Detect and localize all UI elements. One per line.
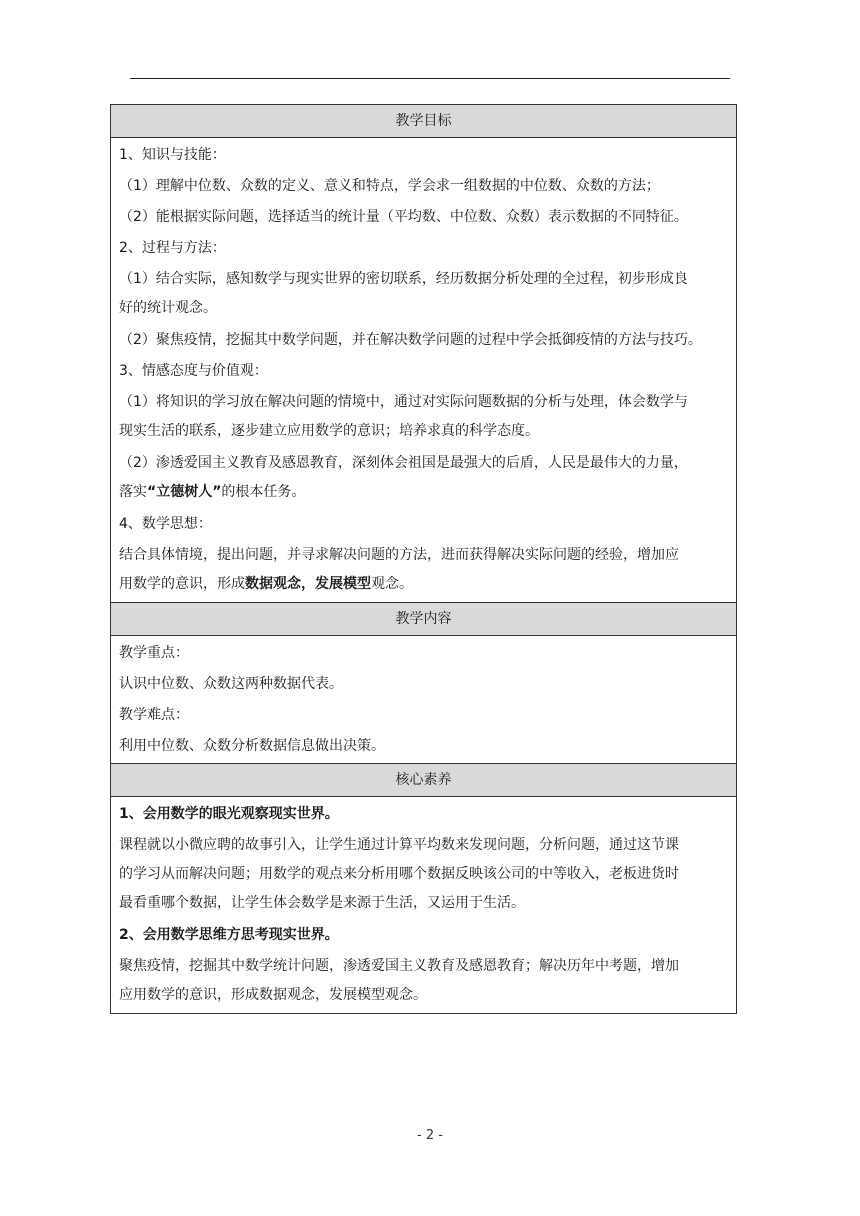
literacy-heading: 核心素养 — [111, 764, 737, 797]
objectives-text: （2）渗透爱国主义教育及感恩教育，深刻体会祖国是最强大的后盾，人民是最伟大的力量， — [119, 455, 688, 471]
header-rule — [130, 78, 730, 79]
objectives-line: （2）聚焦疫情，挖掘其中数学问题，并在解决数学问题的过程中学会抵御疫情的方法与技巧。 — [119, 332, 702, 348]
content-line: 教学难点： — [119, 707, 189, 723]
lesson-plan-table — [110, 104, 737, 1014]
literacy-subheading: 2、会用数学思维方思考现实世界。 — [119, 927, 339, 943]
content-body — [111, 636, 737, 764]
objectives-line: 4、数学思想： — [119, 516, 212, 532]
literacy-text: 最看重哪个数据，让学生体会数学是来源于生活，又运用于生活。 — [119, 895, 525, 911]
objectives-line: 3、情感态度与价值观： — [119, 363, 268, 379]
objectives-text: 现实生活的联系，逐步建立应用数学的意识；培养求真的科学态度。 — [119, 423, 539, 439]
literacy-text: 应用数学的意识，形成数据观念，发展模型观念。 — [119, 987, 427, 1003]
objectives-text: 用数学的意识，形成 — [119, 576, 245, 592]
objectives-line: （1）理解中位数、众数的定义、意义和特点，学会求一组数据的中位数、众数的方法； — [119, 178, 660, 194]
literacy-text: 课程就以小微应聘的故事引入，让学生通过计算平均数来发现问题，分析问题，通过这节课 — [119, 837, 679, 853]
content-heading: 教学内容 — [111, 603, 737, 636]
objectives-paragraph — [119, 265, 728, 323]
literacy-paragraph — [119, 831, 728, 918]
literacy-body — [111, 797, 737, 1014]
objectives-emphasis: “立德树人” — [147, 484, 222, 500]
objectives-line: （2）能根据实际问题，选择适当的统计量（平均数、中位数、众数）表示数据的不同特征。 — [119, 209, 688, 225]
content-line: 认识中位数、众数这两种数据代表。 — [119, 676, 343, 692]
objectives-text: 好的统计观念。 — [119, 300, 217, 316]
objectives-emphasis: 数据观念，发展模型 — [245, 576, 371, 592]
objectives-paragraph — [119, 388, 728, 446]
objectives-text: 落实 — [119, 484, 147, 500]
objectives-text: 结合具体情境，提出问题，并寻求解决问题的方法，进而获得解决实际问题的经验，增加应 — [119, 547, 679, 563]
objectives-paragraph — [119, 449, 728, 507]
objectives-text: （1）将知识的学习放在解决问题的情境中，通过对实际问题数据的分析与处理，体会数学与 — [119, 394, 688, 410]
objectives-line: 2、过程与方法： — [119, 240, 226, 256]
page-number: - 2 - — [417, 1128, 443, 1143]
objectives-text: 观念。 — [371, 576, 413, 592]
objectives-line: 1、知识与技能： — [119, 147, 226, 163]
objectives-body — [111, 138, 737, 603]
content-line: 教学重点： — [119, 645, 189, 661]
objectives-text: （1）结合实际，感知数学与现实世界的密切联系，经历数据分析处理的全过程，初步形成良 — [119, 271, 688, 287]
literacy-subheading: 1、会用数学的眼光观察现实世界。 — [119, 806, 339, 822]
objectives-heading: 教学目标 — [111, 105, 737, 138]
objectives-text: 的根本任务。 — [221, 484, 306, 500]
literacy-paragraph — [119, 952, 728, 1010]
literacy-text: 聚焦疫情，挖掘其中数学统计问题，渗透爱国主义教育及感恩教育；解决历年中考题，增加 — [119, 958, 679, 974]
objectives-paragraph — [119, 541, 728, 599]
literacy-text: 的学习从而解决问题；用数学的观点来分析用哪个数据反映该公司的中等收入，老板进货时 — [119, 866, 679, 882]
content-line: 利用中位数、众数分析数据信息做出决策。 — [119, 738, 385, 754]
